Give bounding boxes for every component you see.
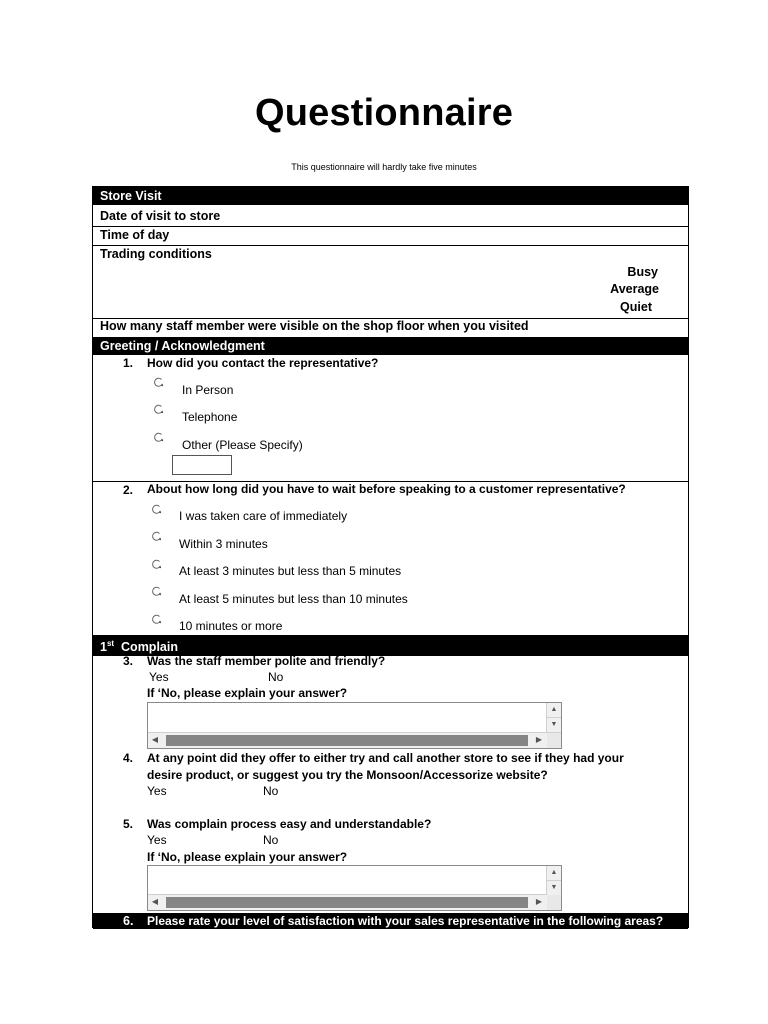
date-of-visit-label[interactable]: Date of visit to store (100, 209, 221, 223)
question-2-text: About how long did you have to wait before speaking to a customer representative? (147, 482, 626, 496)
question-3-text: Was the staff member polite and friendly? (147, 654, 386, 668)
q2-option-3-to-5[interactable]: At least 3 minutes but less than 5 minutes (179, 564, 402, 578)
q2-option-5-to-10[interactable]: At least 5 minutes but less than 10 minutes (179, 592, 408, 606)
trading-option-busy[interactable]: Busy (627, 265, 658, 279)
divider (93, 245, 688, 246)
q2-option-10-or-more[interactable]: 10 minutes or more (179, 619, 283, 633)
trading-conditions-label: Trading conditions (100, 247, 212, 261)
arrow-left-icon[interactable]: ◀ (151, 897, 159, 906)
section-header-store-visit: Store Visit (93, 187, 688, 205)
question-6-text: Please rate your level of satisfaction with your sales representative in the following areas? (147, 914, 664, 928)
question-number: 6. (123, 914, 134, 928)
scrollbar-thumb[interactable] (166, 897, 528, 908)
section-header-complain: 1st Complain (93, 635, 688, 656)
time-of-day-label[interactable]: Time of day (100, 228, 170, 242)
arrow-down-icon[interactable]: ▼ (547, 718, 561, 733)
q5-explain-textarea[interactable] (147, 865, 562, 911)
radio-button-icon[interactable] (153, 377, 164, 388)
questionnaire-form (92, 186, 689, 928)
question-4-text-line2: desire product, or suggest you try the Monsoon/Accessorize website? (147, 768, 548, 782)
question-number: 5. (123, 817, 134, 831)
scrollbar-corner (547, 895, 561, 910)
question-1-text: How did you contact the representative? (147, 356, 379, 370)
q2-option-immediately[interactable]: I was taken care of immediately (179, 509, 348, 523)
scrollbar-corner (547, 733, 561, 748)
question-5-text: Was complain process easy and understandable? (147, 817, 432, 831)
arrow-up-icon[interactable]: ▲ (547, 703, 561, 718)
q2-option-within-3[interactable]: Within 3 minutes (179, 537, 268, 551)
q5-yes-option[interactable]: Yes (147, 833, 167, 847)
page-subtitle: This questionnaire will hardly take five minutes (291, 162, 477, 172)
radio-button-icon[interactable] (151, 586, 162, 597)
q5-no-option[interactable]: No (263, 833, 279, 847)
arrow-left-icon[interactable]: ◀ (151, 735, 159, 744)
radio-button-icon[interactable] (151, 614, 162, 625)
trading-option-quiet[interactable]: Quiet (620, 300, 652, 314)
radio-button-icon[interactable] (153, 432, 164, 443)
question-number: 2. (123, 483, 134, 497)
page-title: Questionnaire (254, 92, 514, 134)
section-header-greeting: Greeting / Acknowledgment (93, 337, 688, 355)
q1-option-in-person[interactable]: In Person (182, 383, 234, 397)
q1-option-telephone[interactable]: Telephone (182, 410, 238, 424)
radio-button-icon[interactable] (151, 559, 162, 570)
question-6-bar (93, 913, 688, 929)
q3-yes-option[interactable]: Yes (149, 670, 169, 684)
vertical-scrollbar[interactable] (546, 866, 561, 897)
radio-button-icon[interactable] (151, 504, 162, 515)
horizontal-scrollbar[interactable] (148, 894, 547, 910)
q3-explain-textarea[interactable] (147, 702, 562, 749)
q5-explain-label: If ‘No, please explain your answer? (147, 850, 348, 864)
question-number: 4. (123, 751, 134, 765)
horizontal-scrollbar[interactable] (148, 732, 547, 748)
divider (93, 226, 688, 227)
question-4-text-line1: At any point did they offer to either try and call another store to see if they had your (147, 751, 624, 765)
q1-option-other[interactable]: Other (Please Specify) (182, 438, 303, 452)
radio-button-icon[interactable] (153, 404, 164, 415)
q4-yes-option[interactable]: Yes (147, 784, 167, 798)
arrow-right-icon[interactable]: ▶ (535, 735, 543, 744)
q3-no-option[interactable]: No (268, 670, 284, 684)
trading-option-average[interactable]: Average (610, 282, 659, 296)
question-number: 1. (123, 356, 134, 370)
arrow-right-icon[interactable]: ▶ (535, 897, 543, 906)
other-specify-input[interactable] (172, 455, 232, 475)
radio-button-icon[interactable] (151, 531, 162, 542)
question-number: 3. (123, 654, 134, 668)
arrow-down-icon[interactable]: ▼ (547, 881, 561, 896)
vertical-scrollbar[interactable] (546, 703, 561, 734)
q3-explain-label: If ‘No, please explain your answer? (147, 686, 348, 700)
staff-visible-label[interactable]: How many staff member were visible on the shop floor when you visited (100, 319, 529, 333)
scrollbar-thumb[interactable] (166, 735, 528, 746)
q4-no-option[interactable]: No (263, 784, 279, 798)
arrow-up-icon[interactable]: ▲ (547, 866, 561, 881)
